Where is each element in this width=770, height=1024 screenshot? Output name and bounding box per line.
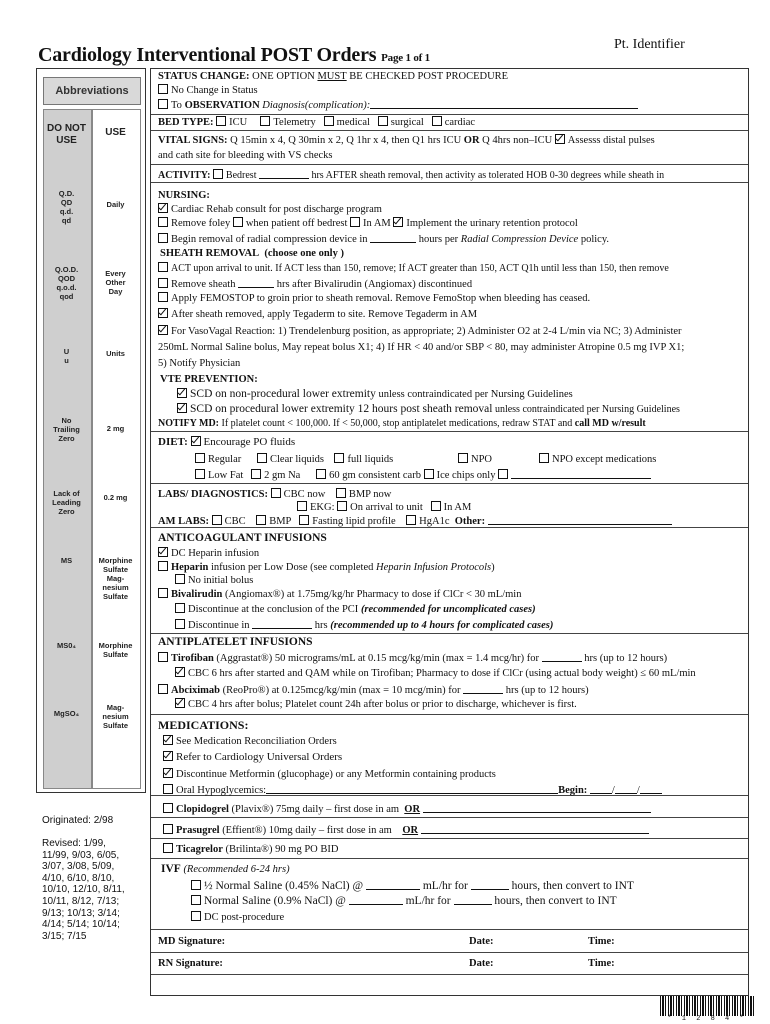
no-bolus-checkbox[interactable]: [175, 574, 185, 584]
universal-orders-option[interactable]: Refer to Cardiology Universal Orders: [163, 751, 342, 764]
heparin-checkbox[interactable]: [158, 561, 168, 571]
ivf-title: IVF (Recommended 6-24 hrs): [161, 863, 290, 875]
tirofiban-option: Tirofiban (Aggrastat®) 50 micrograms/mL at 0.15 mcg/kg/min (max = 1.4 mcg/hr) for hrs (up to 12 hours): [158, 651, 667, 665]
abbrev-do-not-use-5: MS: [60, 556, 73, 565]
bedrest-checkbox[interactable]: [213, 169, 223, 179]
activity-row: ACTIVITY: Bedrest hrs AFTER sheath removal, then activity as tolerated HOB 0-30 degrees while sheath in: [158, 170, 665, 181]
abbrev-use-4: 0.2 mg: [103, 493, 128, 502]
bed-medical-checkbox[interactable]: [324, 116, 334, 126]
diet-ice-checkbox[interactable]: [424, 469, 434, 479]
diet-na-checkbox[interactable]: [251, 469, 261, 479]
observation-option[interactable]: To OBSERVATION Diagnosis(complication):: [158, 98, 638, 112]
no-change-option[interactable]: No Change in Status: [158, 84, 258, 97]
vte-title: VTE PREVENTION:: [160, 374, 258, 385]
do-not-use-header: DO NOT USE: [47, 123, 86, 146]
ekg-arrival-checkbox[interactable]: [337, 501, 347, 511]
abciximab-cbc-option[interactable]: CBC 4 hrs after bolus; Platelet count 24h after bolus or prior to discharge, whichever is first.: [175, 698, 577, 711]
am-hga1c-checkbox[interactable]: [406, 515, 416, 525]
am-cbc-checkbox[interactable]: [212, 515, 222, 525]
abciximab-cbc-checkbox[interactable]: [175, 698, 185, 708]
ekg-checkbox[interactable]: [297, 501, 307, 511]
vasovagal-line3: 5) Notify Physician: [158, 358, 241, 369]
tirofiban-cbc-checkbox[interactable]: [175, 667, 185, 677]
metformin-option[interactable]: Discontinue Metformin (glucophage) or any Metformin containing products: [163, 768, 496, 781]
vital-signs-line: VITAL SIGNS: Q 15min x 4, Q 30min x 2, Q 1hr x 4, then Q1 hrs ICU OR Q 4hrs non–ICU Assesss distal pulses: [158, 135, 655, 146]
am-lipid-checkbox[interactable]: [299, 515, 309, 525]
anticoag-title: ANTICOAGULANT INFUSIONS: [158, 532, 327, 544]
half-ns-hours-field[interactable]: [471, 879, 509, 890]
abbrev-use-0: Daily: [106, 200, 125, 209]
abbrev-do-not-use-0: Q.D. QD q.d. qd: [58, 189, 75, 225]
scd-procedural-option[interactable]: SCD on procedural lower extremity 12 hours post sheath removal unless contraindicated per Nursing Guidelines: [177, 403, 680, 416]
abbrev-do-not-use-7: MgSO₄: [53, 709, 80, 718]
abbrev-use-2: Units: [106, 349, 125, 358]
antiplatelet-title: ANTIPLATELET INFUSIONS: [158, 636, 313, 648]
dc-post-procedure-checkbox[interactable]: [191, 911, 201, 921]
vital-signs-line2: and cath site for bleeding with VS checks: [158, 150, 333, 161]
diet-other-field[interactable]: [511, 468, 651, 479]
dc-heparin-option[interactable]: DC Heparin infusion: [158, 547, 259, 560]
dc-heparin-checkbox[interactable]: [158, 547, 168, 557]
diet-clear-checkbox[interactable]: [257, 453, 267, 463]
abciximab-checkbox[interactable]: [158, 684, 168, 694]
bmp-now-checkbox[interactable]: [336, 488, 346, 498]
barcode: [660, 996, 754, 1016]
orders-form: [150, 68, 749, 996]
vasovagal-line2: 250mL Normal Saline bolus, May repeat bolus X1; 4) If HR < 40 and/or SBP < 80, may administer Atropine 0.5 mg IVP X1;: [158, 342, 685, 353]
diet-regular-checkbox[interactable]: [195, 453, 205, 463]
tegaderm-checkbox[interactable]: [158, 308, 168, 318]
act-option[interactable]: ACT upon arrival to unit. If ACT less than 150, remove; If ACT greater than 150, ACT Q1h until less than 150, then remove: [158, 262, 669, 275]
remove-sheath-checkbox[interactable]: [158, 278, 168, 288]
rn-signature-label: RN Signature:: [158, 958, 223, 969]
dc-post-procedure-option[interactable]: DC post-procedure: [191, 911, 284, 924]
bed-telemetry-checkbox[interactable]: [260, 116, 270, 126]
ekg-am-checkbox[interactable]: [431, 501, 441, 511]
sheath-hours-field[interactable]: [238, 277, 274, 288]
ns-checkbox[interactable]: [191, 895, 201, 905]
diet-row: DIET: Encourage PO fluids: [158, 436, 296, 448]
status-change-line: STATUS CHANGE: ONE OPTION MUST BE CHECKED POST PROCEDURE: [158, 71, 509, 82]
vasovagal-option[interactable]: For VasoVagal Reaction: 1) Trendelenburg position, as appropriate; 2) Administer O2 at 2-4 L/min via NC; 3) Administer: [158, 325, 682, 338]
revised-dates: Revised: 1/99, 11/99, 9/03, 6/05, 3/07, 3/08, 5/09, 4/10, 6/10, 8/10, 10/10, 12/10, 8/11, 10/11, 8/12, 7/13; 9/13; 10/13; 3/14; 4/14; 5/14; 10/14; 3/15; 7/15: [42, 838, 125, 942]
scd-nonprocedural-option[interactable]: SCD on non-procedural lower extremity unless contraindicated per Nursing Guidelines: [177, 388, 573, 401]
abbrev-do-not-use-2: U u: [63, 347, 70, 365]
page-title: Cardiology Interventional POST Orders Page 1 of 1: [38, 44, 430, 66]
remove-sheath-option: Remove sheath hrs after Bivalirudin (Angiomax) discontinued: [158, 277, 472, 291]
originated-date: Originated: 2/98: [42, 815, 114, 826]
tegaderm-option[interactable]: After sheath removed, apply Tegaderm to site. Remove Tegaderm in AM: [158, 308, 477, 321]
abbrev-use-7: Mag- nesium Sulfate: [102, 703, 129, 730]
cardiac-rehab-option[interactable]: Cardiac Rehab consult for post discharge program: [158, 203, 382, 216]
labs-other-field[interactable]: [488, 514, 672, 525]
abbrev-use-3: 2 mg: [106, 424, 125, 433]
patient-identifier: Pt. Identifier: [614, 37, 685, 52]
cardiac-rehab-checkbox[interactable]: [158, 203, 168, 213]
ticagrelor-option[interactable]: Ticagrelor (Brilinta®) 90 mg PO BID: [163, 843, 338, 856]
prasugrel-option: Prasugrel (Effient®) 10mg daily – first dose in am OR: [163, 823, 649, 837]
remove-foley-row: Remove foley when patient off bedrest In AM Implement the urinary retention protocol: [158, 217, 578, 230]
scd-nonprocedural-checkbox[interactable]: [177, 388, 187, 398]
universal-orders-checkbox[interactable]: [163, 751, 173, 761]
tirofiban-checkbox[interactable]: [158, 652, 168, 662]
urinary-retention-checkbox[interactable]: [393, 217, 403, 227]
diet-npo-option[interactable]: NPO: [458, 453, 492, 466]
am-labs-row: AM LABS: CBC BMP Fasting lipid profile HgA1c Other:: [158, 514, 672, 528]
femostop-option[interactable]: Apply FEMOSTOP to groin prior to sheath removal. Remove FemoStop when bleeding has ceased.: [158, 292, 590, 305]
discontinue-hours-checkbox[interactable]: [175, 619, 185, 629]
use-header: USE: [105, 127, 126, 138]
clopidogrel-option: Clopidogrel (Plavix®) 75mg daily – first dose in am OR: [163, 802, 651, 816]
bed-surgical-checkbox[interactable]: [378, 116, 388, 126]
bed-type-row: BED TYPE: ICU Telemetry medical surgical cardiac: [158, 117, 476, 128]
diagnosis-field[interactable]: [370, 98, 638, 109]
labs-row: LABS/ DIAGNOSTICS: CBC now BMP now: [158, 489, 392, 500]
diet-full-checkbox[interactable]: [334, 453, 344, 463]
med-reconciliation-checkbox[interactable]: [163, 735, 173, 745]
notify-md-line: NOTIFY MD: If platelet count < 100,000. If < 50,000, stop antiplatelet medications, redraw STAT and call MD w/result: [158, 418, 646, 429]
bivalirudin-checkbox[interactable]: [158, 588, 168, 598]
medications-title: MEDICATIONS:: [158, 718, 249, 732]
ns-hours-field[interactable]: [454, 894, 492, 905]
observation-checkbox[interactable]: [158, 99, 168, 109]
nursing-title: NURSING:: [158, 190, 210, 201]
abbrev-use-1: Every Other Day: [105, 269, 126, 296]
diet-npo-except-option[interactable]: NPO except medications: [539, 453, 656, 466]
med-reconciliation-option[interactable]: See Medication Reconciliation Orders: [163, 735, 337, 748]
prasugrel-or-field[interactable]: [421, 823, 649, 834]
ns-option: Normal Saline (0.9% NaCl) @ mL/hr for hours, then convert to INT: [191, 894, 617, 908]
vasovagal-checkbox[interactable]: [158, 325, 168, 335]
no-bolus-option[interactable]: No initial bolus: [175, 574, 253, 587]
rn-time-label: Time:: [588, 958, 615, 969]
half-ns-rate-field[interactable]: [366, 879, 420, 890]
foley-off-bedrest-checkbox[interactable]: [233, 217, 243, 227]
abbrev-use-5: Morphine Sulfate Mag- nesium Sulfate: [98, 556, 133, 601]
bedrest-hours-field[interactable]: [259, 168, 309, 179]
diet-options-row2: Low Fat 2 gm Na 60 gm consistent carb Ice chips only: [195, 468, 651, 482]
abbrev-do-not-use-1: Q.O.D. QOD q.o.d. qod: [54, 265, 79, 301]
distal-pulse-checkbox[interactable]: [555, 134, 565, 144]
discontinue-hours-option: Discontinue in hrs (recommended up to 4 hours for complicated cases): [175, 618, 553, 632]
discontinue-pci-option[interactable]: Discontinue at the conclusion of the PCI (recommended for uncomplicated cases): [175, 603, 536, 616]
abbrev-do-not-use-6: MS0₄: [57, 641, 76, 650]
diet-options-row1: Regular Clear liquids full liquids: [195, 453, 393, 466]
am-bmp-checkbox[interactable]: [256, 515, 266, 525]
use-column: [92, 109, 141, 789]
foley-in-am-checkbox[interactable]: [350, 217, 360, 227]
bed-icu-checkbox[interactable]: [216, 116, 226, 126]
scd-procedural-checkbox[interactable]: [177, 403, 187, 413]
md-signature-label: MD Signature:: [158, 936, 226, 947]
abbrev-do-not-use-4: Lack of Leading Zero: [52, 489, 81, 516]
diet-carb-checkbox[interactable]: [316, 469, 326, 479]
ns-rate-field[interactable]: [349, 894, 403, 905]
abbrev-use-6: Morphine Sulfate: [98, 641, 133, 659]
oral-hypoglycemics-field[interactable]: [266, 783, 558, 794]
abbreviations-panel: [36, 68, 146, 793]
half-ns-option: ½ Normal Saline (0.45% NaCl) @ mL/hr for hours, then convert to INT: [191, 879, 634, 893]
rn-date-label: Date:: [469, 958, 494, 969]
radial-compression-checkbox[interactable]: [158, 233, 168, 243]
prasugrel-checkbox[interactable]: [163, 824, 173, 834]
half-ns-checkbox[interactable]: [191, 880, 201, 890]
ticagrelor-checkbox[interactable]: [163, 843, 173, 853]
tirofiban-cbc-option[interactable]: CBC 6 hrs after started and QAM while on Tirofiban; Pharmacy to dose if ClCr (using actual body weight) ≤ 60 mL/min: [175, 667, 696, 680]
cbc-now-checkbox[interactable]: [271, 488, 281, 498]
barcode-text: * 1 2 8 4 *: [667, 1015, 747, 1023]
discontinue-pci-checkbox[interactable]: [175, 603, 185, 613]
md-date-label: Date:: [469, 936, 494, 947]
remove-foley-checkbox[interactable]: [158, 217, 168, 227]
diet-other-checkbox[interactable]: [498, 469, 508, 479]
oral-hypoglycemics-checkbox[interactable]: [163, 784, 173, 794]
no-change-checkbox[interactable]: [158, 84, 168, 94]
metformin-checkbox[interactable]: [163, 768, 173, 778]
bed-cardiac-checkbox[interactable]: [432, 116, 442, 126]
clopidogrel-or-field[interactable]: [423, 802, 651, 813]
po-fluids-checkbox[interactable]: [191, 436, 201, 446]
abbrev-do-not-use-3: No Trailing Zero: [53, 416, 80, 443]
heparin-option[interactable]: Heparin infusion per Low Dose (see completed Heparin Infusion Protocols): [158, 561, 495, 574]
femostop-checkbox[interactable]: [158, 292, 168, 302]
diet-lowfat-checkbox[interactable]: [195, 469, 205, 479]
diet-npo-checkbox[interactable]: [458, 453, 468, 463]
sheath-removal-title: SHEATH REMOVAL (choose one only ): [160, 248, 344, 259]
ekg-row: EKG: On arrival to unit In AM: [297, 501, 471, 514]
radial-hours-field[interactable]: [370, 232, 416, 243]
diet-npo-except-checkbox[interactable]: [539, 453, 549, 463]
oral-hypoglycemics-option: Oral Hypoglycemics: Begin: / /: [163, 783, 662, 797]
bivalirudin-option[interactable]: Bivalirudin (Angiomax®) at 1.75mg/kg/hr Pharmacy to dose if ClCr < 30 mL/min: [158, 588, 521, 601]
radial-compression-row: Begin removal of radial compression device in hours per Radial Compression Device policy.: [158, 232, 609, 246]
act-checkbox[interactable]: [158, 262, 168, 272]
abbreviations-title: Abbreviations: [43, 77, 141, 105]
abciximab-option: Abciximab (ReoPro®) at 0.125mcg/kg/min (max = 10 mcg/min) for hrs (up to 12 hours): [158, 683, 589, 697]
tirofiban-hours-field[interactable]: [542, 651, 582, 662]
abciximab-hours-field[interactable]: [463, 683, 503, 694]
discontinue-hours-field[interactable]: [252, 618, 312, 629]
clopidogrel-checkbox[interactable]: [163, 803, 173, 813]
md-time-label: Time:: [588, 936, 615, 947]
